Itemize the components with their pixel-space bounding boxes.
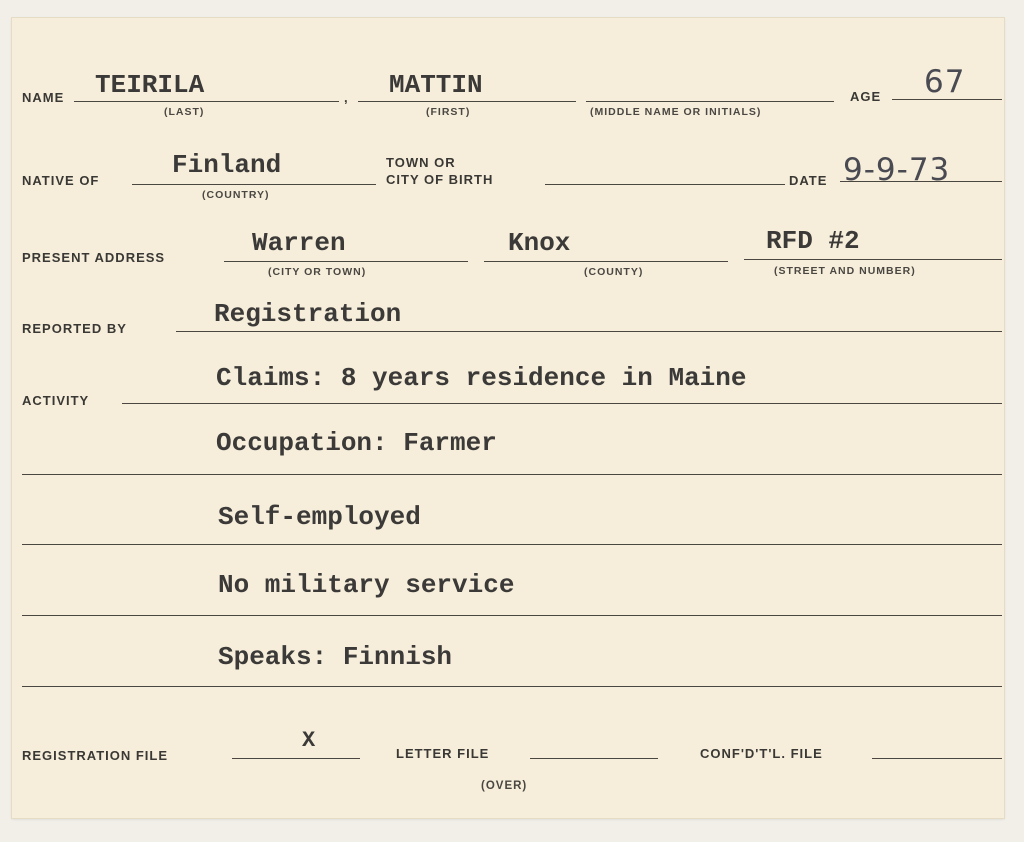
first-label: (FIRST) — [426, 106, 471, 118]
city-value: Warren — [252, 228, 346, 258]
first-name-value: MATTIN — [389, 70, 483, 100]
activity-label: ACTIVITY — [22, 393, 90, 408]
name-comma: , — [344, 90, 349, 105]
reported-by-line — [176, 331, 1002, 332]
city-line — [224, 261, 468, 262]
confdtl-file-label: CONF'D'T'L. FILE — [700, 746, 823, 761]
letter-file-label: LETTER FILE — [396, 746, 490, 761]
middle-name-line — [586, 101, 834, 102]
registration-card — [12, 18, 1004, 818]
registration-file-mark: X — [302, 728, 316, 753]
reported-by-label: REPORTED BY — [22, 321, 127, 336]
city-of-birth-label: CITY OF BIRTH — [386, 172, 494, 187]
age-value: 67 — [924, 64, 966, 100]
middle-label: (MIDDLE NAME OR INITIALS) — [590, 106, 762, 118]
country-line — [132, 184, 376, 185]
country-value: Finland — [172, 150, 282, 180]
over-label: (OVER) — [481, 780, 528, 792]
activity-text-1: Claims: 8 years residence in Maine — [216, 363, 747, 393]
street-and-number-label: (STREET AND NUMBER) — [774, 265, 916, 277]
activity-line-1 — [122, 403, 1002, 404]
county-value: Knox — [508, 228, 571, 258]
last-name-line — [74, 101, 339, 102]
native-of-label: NATIVE OF — [22, 173, 100, 188]
country-label: (COUNTRY) — [202, 189, 270, 201]
county-line — [484, 261, 728, 262]
activity-line-3 — [22, 544, 1002, 545]
activity-text-2: Occupation: Farmer — [216, 428, 497, 458]
first-name-line — [358, 101, 576, 102]
letter-file-line — [530, 758, 658, 759]
present-address-label: PRESENT ADDRESS — [22, 250, 166, 265]
activity-text-5: Speaks: Finnish — [218, 642, 453, 672]
registration-file-line — [232, 758, 360, 759]
reported-by-value: Registration — [214, 299, 402, 329]
activity-line-2 — [22, 474, 1002, 475]
street-line — [744, 259, 1002, 260]
date-label: DATE — [789, 173, 828, 188]
street-value: RFD #2 — [766, 226, 860, 256]
activity-text-4: No military service — [218, 570, 515, 600]
registration-file-label: REGISTRATION FILE — [22, 748, 169, 763]
activity-line-4 — [22, 615, 1002, 616]
county-label: (COUNTY) — [584, 266, 644, 278]
activity-text-3: Self-employed — [218, 502, 421, 532]
name-label: NAME — [22, 90, 65, 105]
city-of-birth-line — [545, 184, 785, 185]
last-label: (LAST) — [164, 106, 205, 118]
town-or-label: TOWN OR — [386, 155, 456, 170]
age-label: AGE — [850, 89, 882, 104]
date-value: 9-9-73 — [843, 152, 951, 188]
last-name-value: TEIRILA — [95, 70, 205, 100]
confdtl-file-line — [872, 758, 1002, 759]
activity-line-5 — [22, 686, 1002, 687]
city-or-town-label: (CITY OR TOWN) — [268, 266, 367, 278]
